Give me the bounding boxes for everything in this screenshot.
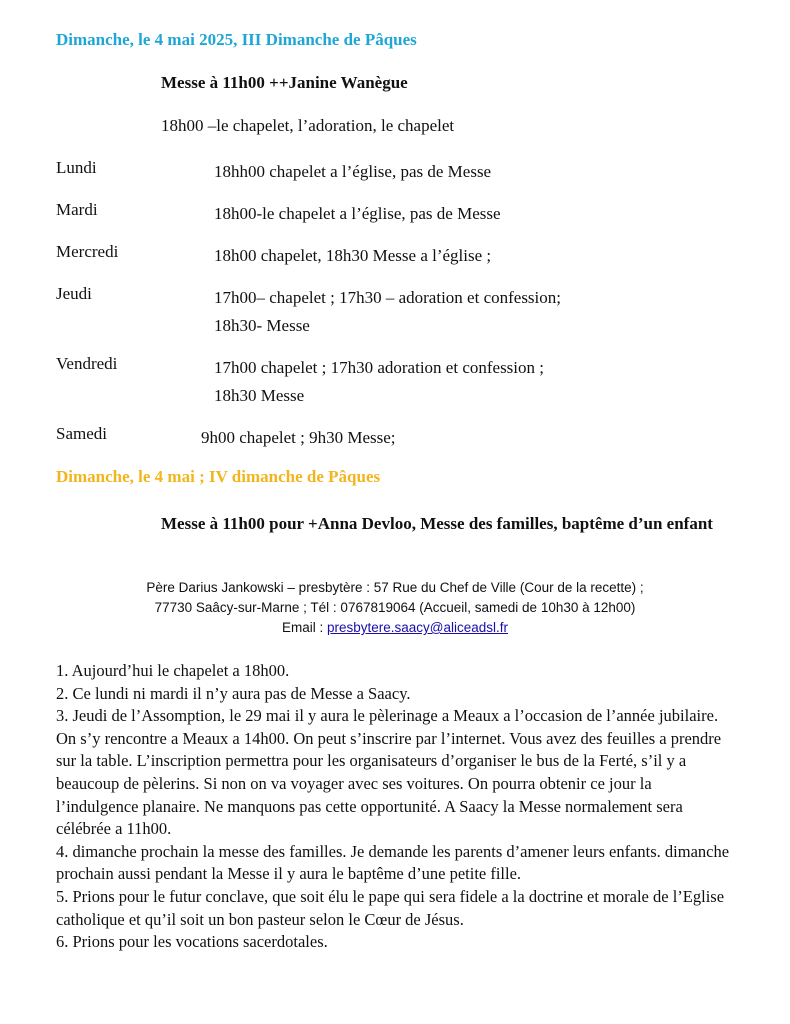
sunday-evening: 18h00 –le chapelet, l’adoration, le chapelet (161, 116, 455, 135)
announcement-item: 3. Jeudi de l’Assomption, le 29 mai il y aura le pèlerinage a Meaux a l’occasion de l’année jubilaire. On s’y rencontre a Meaux a 14h00. On peut s’inscrire par l’internet. Vous avez des feuilles a prendre sur la table. L’inscription permettra pour les organisateurs d’organiser le bus de la Ferté, s’il y a beaucoup de pèlerins. Si non on va voyager avec ses voitures. On pourra obtenir ce jour la l’indulgence planaire. Ne manquons pas cette opportunité. A Saacy la Messe normalement sera célébrée a 11h00. (56, 706, 722, 839)
announcement-item: 5. Prions pour le futur conclave, que soit élu le pape qui sera fidele a la doctrine et morale de l’Eglise catholique et qu’il soit un bon pasteur selon le Cœur de Jésus. (56, 886, 725, 929)
announcement-item: 6. Prions pour les vocations sacerdotales. (56, 932, 328, 952)
announcement-item: 1. Aujourd’hui le chapelet a 18h00. (56, 661, 290, 680)
schedule-line: 18h00-le chapelet a l’église, pas de Messe (214, 204, 501, 223)
day-name: Lundi (56, 158, 97, 177)
day-schedule (214, 200, 694, 228)
announcement-item: 2. Ce lundi ni mardi il n’y aura pas de Messe a Saacy. (56, 683, 411, 703)
day-name: Mercredi (56, 242, 119, 261)
contact-address: Père Darius Jankowski – presbytère : 57 Rue du Chef de Ville (Cour de la recette) ; (146, 580, 644, 595)
schedule-line: 17h00– chapelet ; 17h30 – adoration et confession; (214, 288, 561, 307)
day-schedule (214, 354, 694, 410)
email-link[interactable]: presbytere.saacy@aliceadsl.fr (326, 620, 509, 635)
day-name: Jeudi (56, 284, 92, 303)
schedule-line: 18h30- Messe (214, 316, 310, 335)
schedule-line: 17h00 chapelet ; 17h30 adoration et confession ; (214, 358, 544, 377)
announcement-item: 4. dimanche prochain la messe des familles. Je demande les parents d’amener leurs enfants. dimanche prochain aussi pendant la Messe il y aura le baptême d’une petite fille. (56, 841, 730, 884)
heading-sunday: Dimanche, le 4 mai 2025, III Dimanche de Pâques (56, 30, 417, 49)
schedule-line: 9h00 chapelet ; 9h30 Messe; (201, 428, 396, 447)
sunday-mass: Messe à 11h00 ++Janine Wanègue (161, 73, 408, 92)
day-name: Vendredi (56, 354, 118, 373)
day-name: Samedi (56, 424, 107, 443)
day-schedule (214, 242, 694, 270)
next-sunday-mass: Messe à 11h00 pour +Anna Devloo, Messe des familles, baptême d’un enfant (161, 514, 713, 533)
announcements-list (56, 660, 736, 954)
heading-next-sunday: Dimanche, le 4 mai ; IV dimanche de Pâques (56, 467, 381, 486)
day-schedule (214, 158, 694, 186)
schedule-line: 18h00 chapelet, 18h30 Messe a l’église ; (214, 246, 492, 265)
contact-email-line (40, 618, 750, 638)
contact-phone: 77730 Saâcy-sur-Marne ; Tél : 0767819064 (Accueil, samedi de 10h30 à 12h00) (154, 600, 636, 615)
day-schedule (214, 284, 694, 340)
schedule-line: 18hh00 chapelet a l’église, pas de Messe (214, 162, 492, 181)
schedule-line: 18h30 Messe (214, 386, 305, 405)
day-name: Mardi (56, 200, 98, 219)
contact-block (40, 578, 750, 638)
day-schedule (201, 424, 681, 452)
email-label: Email : (281, 620, 327, 635)
